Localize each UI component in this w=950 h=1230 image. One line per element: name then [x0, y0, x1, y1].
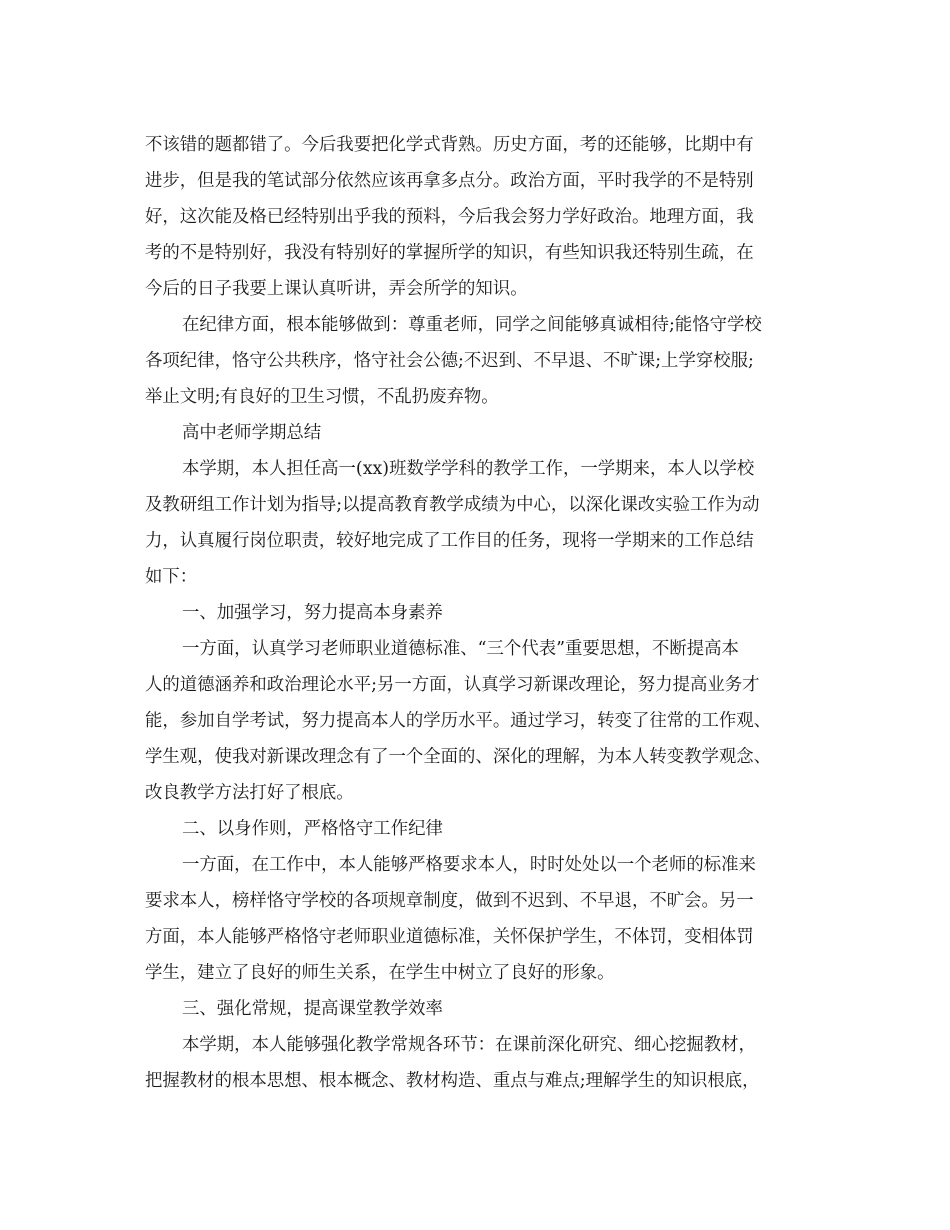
text-line: 一方面，在工作中，本人能够严格要求本人，时时处处以一个老师的标准来 [182, 855, 756, 875]
document-body [145, 127, 810, 1099]
text-line: 改良教学方法打好了根底。 [145, 783, 354, 803]
text-line: 人的道德涵养和政治理论水平;另一方面，认真学习新课改理论，努力提高业务才 [145, 675, 760, 695]
text-line: 今后的日子我要上课认真听讲，弄会所学的知识。 [145, 279, 528, 299]
text-line: 好，这次能及格已经特别出乎我的预料，今后我会努力学好政治。地理方面，我 [145, 207, 754, 227]
text-line: 各项纪律，恪守公共秩序，恪守社会公德;不迟到、不早退、不旷课;上学穿校服; [145, 351, 754, 371]
text-line: 力，认真履行岗位职责，较好地完成了工作目的任务，现将一学期来的工作总结 [145, 531, 754, 551]
text-line: 二、以身作则，严格恪守工作纪律 [182, 819, 443, 839]
text-line: 不该错的题都错了。今后我要把化学式背熟。历史方面，考的还能够，比期中有 [145, 135, 754, 155]
text-line: 学生观，使我对新课改理念有了一个全面的、深化的理解，为本人转变教学观念、 [145, 747, 772, 767]
text-line: 把握教材的根本思想、根本概念、教材构造、重点与难点;理解学生的知识根底， [145, 1071, 760, 1091]
text-line: 方面，本人能够严格恪守老师职业道德标准，关怀保护学生，不体罚，变相体罚 [145, 927, 754, 947]
text-line: 一、加强学习，努力提高本身素养 [182, 603, 443, 623]
text-line: 进步，但是我的笔试部分依然应该再拿多点分。政治方面，平时我学的不是特别 [145, 171, 754, 191]
text-line: 一方面，认真学习老师职业道德标准、“三个代表”重要思想，不断提高本 [182, 639, 739, 659]
text-line: 举止文明;有良好的卫生习惯，不乱扔废弃物。 [145, 387, 499, 407]
text-line: 学生，建立了良好的师生关系，在学生中树立了良好的形象。 [145, 963, 615, 983]
text-line: 三、强化常规，提高课堂教学效率 [182, 999, 443, 1019]
text-line: 在纪律方面，根本能够做到：尊重老师，同学之间能够真诚相待;能恪守学校 [182, 315, 762, 335]
text-line: 要求本人，榜样恪守学校的各项规章制度，做到不迟到、不早退，不旷会。另一 [145, 891, 754, 911]
text-line: 如下： [145, 567, 198, 587]
text-line: 本学期，本人担任高一(xx)班数学学科的教学工作，一学期来，本人以学校 [182, 459, 755, 479]
text-line: 能，参加自学考试，努力提高本人的学历水平。通过学习，转变了往常的工作观、 [145, 711, 772, 731]
text-line: 及教研组工作计划为指导;以提高教育教学成绩为中心，以深化课改实验工作为动 [145, 495, 760, 515]
text-line: 考的不是特别好，我没有特别好的掌握所学的知识，有些知识我还特别生疏，在 [145, 243, 754, 263]
text-line: 高中老师学期总结 [182, 423, 322, 443]
text-line: 本学期，本人能够强化教学常规各环节：在课前深化研究、细心挖掘教材， [182, 1035, 756, 1055]
